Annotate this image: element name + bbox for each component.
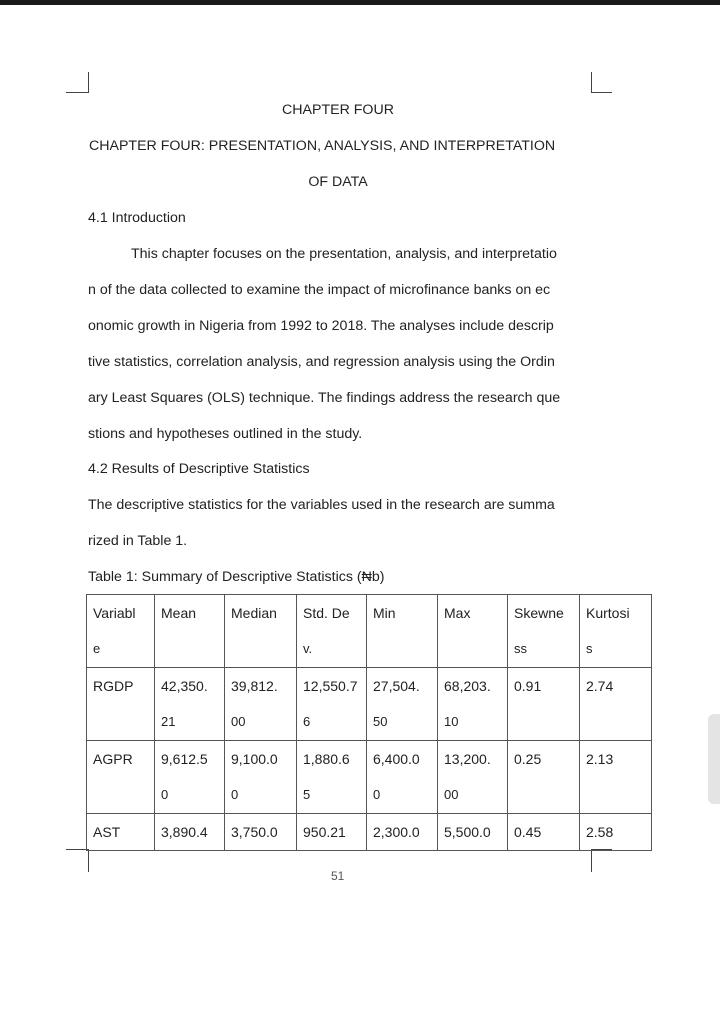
chapter-title-line-2: OF DATA [308, 174, 368, 190]
table-cell: 68,203. 10 [438, 668, 508, 741]
table-cell: 950.21 [297, 814, 367, 851]
table-cell: 3,890.4 [155, 814, 225, 851]
paragraph-line: n of the data collected to examine the impact of microfinance banks on ec [88, 282, 551, 298]
descriptive-statistics-table [86, 594, 652, 851]
section-heading-introduction: 4.1 Introduction [88, 210, 186, 226]
paragraph-line: rized in Table 1. [88, 533, 188, 549]
table-cell: 0.25 [508, 741, 580, 814]
paragraph-line: The descriptive statistics for the variables used in the research are summa [88, 497, 555, 513]
table-cell: AGPR [87, 741, 155, 814]
table-row [87, 814, 652, 851]
paragraph-line: ary Least Squares (OLS) technique. The findings address the research que [88, 390, 561, 406]
scrollbar[interactable] [708, 714, 720, 804]
table-row [87, 741, 652, 814]
page-number: 51 [331, 869, 345, 883]
table-cell: 3,750.0 [225, 814, 297, 851]
chapter-title-line-1: CHAPTER FOUR: PRESENTATION, ANALYSIS, AND INTERPRETATION [89, 138, 556, 154]
table-cell: 2,300.0 [367, 814, 438, 851]
top-bar [0, 0, 720, 5]
chapter-label: CHAPTER FOUR [282, 102, 394, 118]
header-cell: Variabl e [87, 595, 155, 668]
table-cell: 2.13 [580, 741, 652, 814]
table-cell: 1,880.6 5 [297, 741, 367, 814]
table-caption: Table 1: Summary of Descriptive Statistics (₦b) [88, 569, 385, 585]
crop-mark-top-left [66, 72, 89, 93]
header-cell: Std. De v. [297, 595, 367, 668]
table-cell: 13,200. 00 [438, 741, 508, 814]
table-cell: AST [87, 814, 155, 851]
header-cell: Min [367, 595, 438, 668]
table-cell: 2.58 [580, 814, 652, 851]
table-cell: 9,100.0 0 [225, 741, 297, 814]
table-cell: 0.91 [508, 668, 580, 741]
paragraph-line: This chapter focuses on the presentation, analysis, and interpretatio [131, 246, 557, 262]
paragraph-line: tive statistics, correlation analysis, and regression analysis using the Ordin [88, 354, 555, 370]
paragraph-line: stions and hypotheses outlined in the study. [88, 426, 363, 442]
table-cell: 12,550.7 6 [297, 668, 367, 741]
crop-mark-bottom-left [66, 849, 89, 872]
header-cell: Max [438, 595, 508, 668]
table-cell: RGDP [87, 668, 155, 741]
header-cell: Mean [155, 595, 225, 668]
table-cell: 27,504. 50 [367, 668, 438, 741]
table-cell: 2.74 [580, 668, 652, 741]
header-cell: Median [225, 595, 297, 668]
table-row [87, 668, 652, 741]
table-cell: 0.45 [508, 814, 580, 851]
section-heading-descriptive-statistics: 4.2 Results of Descriptive Statistics [88, 461, 310, 477]
table-header-row [87, 595, 652, 668]
table-cell: 39,812. 00 [225, 668, 297, 741]
table-cell: 5,500.0 [438, 814, 508, 851]
header-cell: Skewne ss [508, 595, 580, 668]
table-cell: 9,612.5 0 [155, 741, 225, 814]
header-cell: Kurtosi s [580, 595, 652, 668]
table-cell: 6,400.0 0 [367, 741, 438, 814]
paragraph-line: onomic growth in Nigeria from 1992 to 2018. The analyses include descrip [88, 318, 554, 334]
crop-mark-bottom-right [591, 849, 612, 872]
table-cell: 42,350. 21 [155, 668, 225, 741]
crop-mark-top-right [591, 72, 612, 93]
